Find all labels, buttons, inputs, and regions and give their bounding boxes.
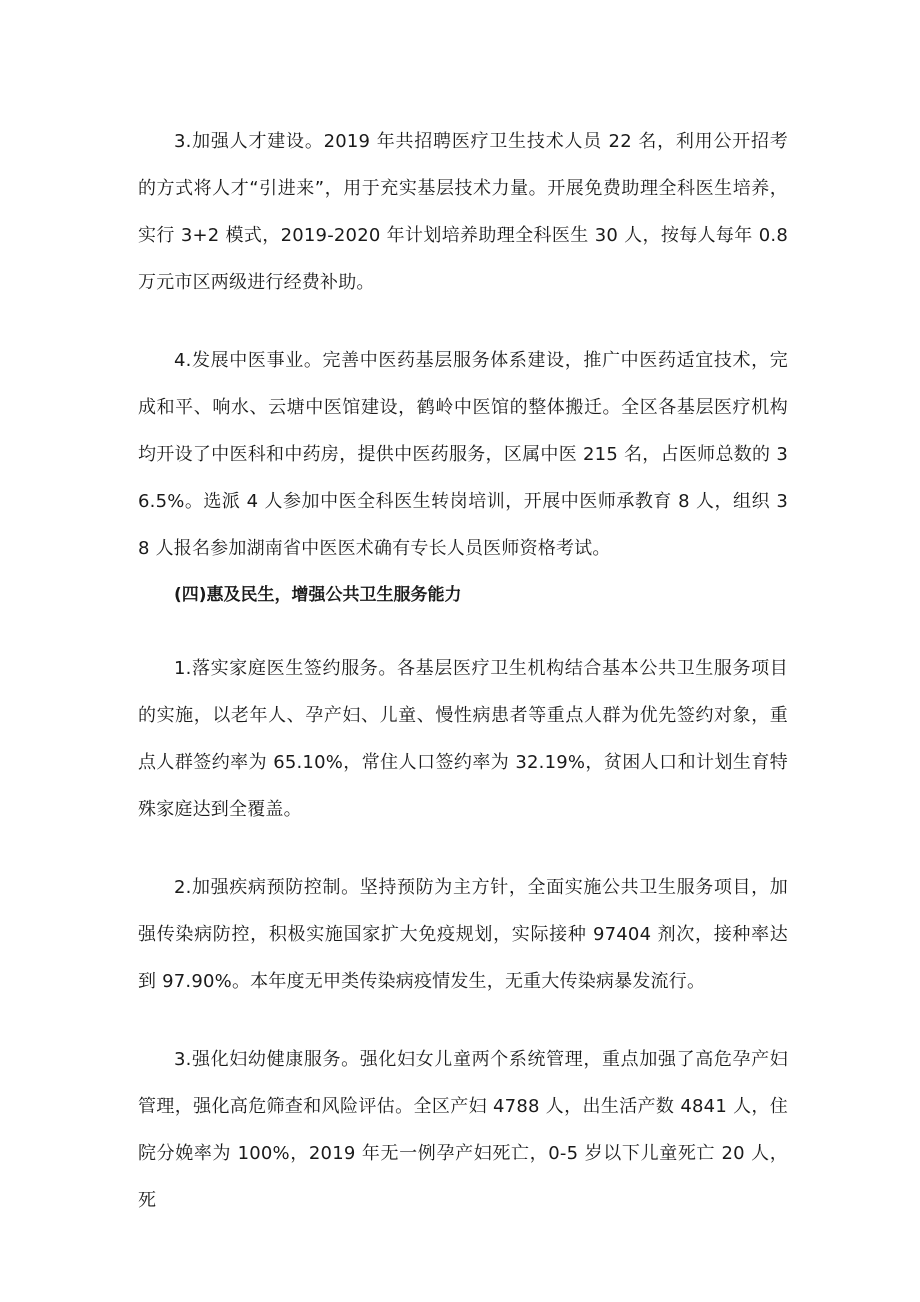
document-body <box>138 118 788 1224</box>
paragraph-tcm-development: 4.发展中医事业。完善中医药基层服务体系建设，推广中医药适宜技术，完成和平、响水、云塘中医馆建设，鹤岭中医馆的整体搬迁。全区各基层医疗机构均开设了中医科和中药房，提供中医药服务，区属中医 215 名，占医师总数的 36.5%。选派 4 人参加中医全科医生转岗培训，开展中医师承教育 8 人，组织 38 人报名参加湖南省中医医术确有专长人员医师资格考试。 <box>138 350 788 559</box>
section-heading-public-health: (四)惠及民生，增强公共卫生服务能力 <box>174 585 462 605</box>
paragraph-family-doctor: 1.落实家庭医生签约服务。各基层医疗卫生机构结合基本公共卫生服务项目的实施，以老年人、孕产妇、儿童、慢性病患者等重点人群为优先签约对象，重点人群签约率为 65.10%，常住人口签约率为 32.19%，贫困人口和计划生育特殊家庭达到全覆盖。 <box>138 658 788 820</box>
paragraph-disease-prevention: 2.加强疾病预防控制。坚持预防为主方针，全面实施公共卫生服务项目，加强传染病防控，积极实施国家扩大免疫规划，实际接种 97404 剂次，接种率达到 97.90%。本年度无甲类传染病疫情发生，无重大传染病暴发流行。 <box>138 877 788 992</box>
paragraph-maternal-child-health: 3.强化妇幼健康服务。强化妇女儿童两个系统管理，重点加强了高危孕产妇管理，强化高危筛查和风险评估。全区产妇 4788 人，出生活产数 4841 人，住院分娩率为 100%，2019 年无一例孕产妇死亡，0-5 岁以下儿童死亡 20 人，死 <box>138 1049 788 1211</box>
paragraph-talent-building: 3.加强人才建设。2019 年共招聘医疗卫生技术人员 22 名，利用公开招考的方式将人才“引进来”，用于充实基层技术力量。开展免费助理全科医生培养，实行 3+2 模式，2019-2020 年计划培养助理全科医生 30 人，按每人每年 0.8 万元市区两级进行经费补助。 <box>138 131 788 293</box>
